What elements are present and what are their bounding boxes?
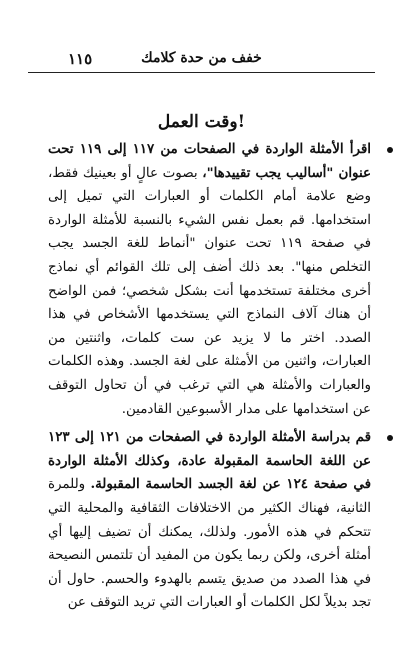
paragraph	[48, 138, 371, 421]
paragraph-body: بصوت عالٍ أو بعينيك فقط، وضع علامة أمام الكلمات أو العبارات التي تميل إلى استخدامها. قم بعمل نفس الشيء بالنسبة للأمثلة الواردة في صفحة ١١٩ تحت عنوان "أنماط للغة الجسد يجب التخلص منها". بعد ذلك أضف إلى تلك القوائم أي نماذج أخرى مختلفة تستخدمها أنت بشكل شخصي؛ فمن الواضح أن هناك آلاف النماذج التي يستخدمها الأشخاص في هذا الصدد. اختر ما لا يزيد عن ست كلمات، واثنتين من العبارات، واثنين من الأمثلة على لغة الجسد. وهذه الكلمات والعبارات والأمثلة هي التي ترغب في أن تحاول التوقف عن استخدامها على مدار الأسبوعين القادمين.	[48, 165, 372, 417]
paragraph-lead: قم بدراسة الأمثلة الواردة في الصفحات من ١٢١ إلى ١٢٣ عن اللغة الحاسمة المقبولة عادة، وكذلك الأمثلة الواردة في صفحة ١٢٤ عن لغة الجسد الحاسمة المقبولة.	[48, 429, 371, 493]
body-text	[48, 138, 371, 620]
running-title: خفف من حدة كلامك	[141, 50, 262, 66]
paragraph-body: وللمرة الثانية، فهناك الكثير من الاختلافات الثقافية والمحلية التي تتحكم في هذه الأمور. ولذلك، يمكنك أن تضيف إليها أي أمثلة أخرى، ولكن ربما يكون من المفيد أن تلتمس النصيحة في هذا الصدد من صديق يتسم بالهدوء والحسم. حاول أن تجد بديلاً لكل الكلمات أو العبارات التي تريد التوقف عن	[48, 477, 371, 611]
page-number: ١١٥	[68, 50, 93, 68]
bullet-icon	[387, 435, 393, 441]
list-item	[48, 138, 371, 421]
bullet-icon	[387, 147, 393, 153]
paragraph-lead: اقرأ الأمثلة الواردة في الصفحات من ١١٧ إلى ١١٩ تحت عنوان "أساليب يجب تقييدها"،	[48, 141, 372, 181]
list-item	[48, 426, 371, 615]
paragraph	[48, 426, 371, 615]
page-header	[28, 50, 375, 73]
section-title: وقت العمل!	[157, 112, 246, 132]
